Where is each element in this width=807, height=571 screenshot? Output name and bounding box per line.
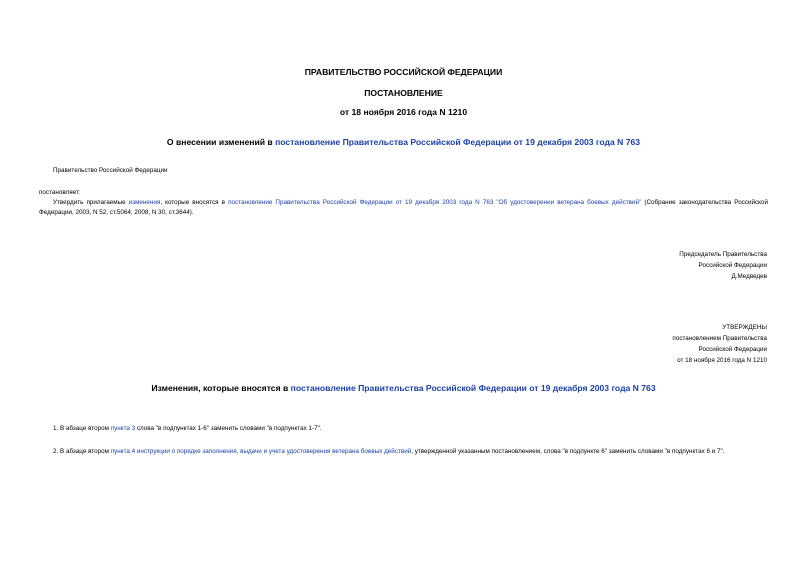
item-3-link[interactable]: пункта 3 bbox=[110, 425, 136, 432]
resolves-text: постановляет: bbox=[39, 189, 81, 196]
signature-line-3: Д.Медведев bbox=[731, 273, 767, 280]
item-1-text-a: 1. В абзаце втором bbox=[53, 425, 111, 432]
document-title-prefix: О внесении изменений в bbox=[166, 137, 276, 147]
decree-763-link[interactable]: постановление Правительства Российской Федерации от 19 декабря 2003 года N 763 "Об удостоверении ветерана боевых действий" bbox=[228, 199, 642, 206]
changes-link[interactable]: изменения bbox=[128, 199, 161, 206]
approval-line-2: постановлением Правительства bbox=[672, 335, 767, 342]
changes-title bbox=[0, 383, 807, 393]
change-item-2 bbox=[39, 447, 768, 457]
approval-line-4: от 18 ноября 2016 года N 1210 bbox=[677, 357, 767, 364]
changes-title-decree-link[interactable]: постановление Правительства Российской Федерации от 19 декабря 2003 года N 763 bbox=[290, 383, 656, 393]
paragraph-text-b: , которые вносятся в bbox=[160, 199, 229, 206]
resolution-paragraph bbox=[39, 198, 768, 218]
change-item-1 bbox=[39, 424, 768, 434]
document-title bbox=[0, 137, 807, 147]
approval-block bbox=[672, 322, 767, 366]
item-2-text-b: , утвержденной указанным постановлением, слова "в подпункте 6" заменить словами "в подпунктах 6 и 7". bbox=[411, 448, 725, 455]
signature-block bbox=[679, 249, 767, 282]
document-type-heading: ПОСТАНОВЛЕНИЕ bbox=[364, 88, 443, 98]
signature-line-2: Российской Федерации bbox=[698, 262, 767, 269]
title-decree-link[interactable]: постановление Правительства Российской Федерации от 19 декабря 2003 года N 763 bbox=[275, 137, 641, 147]
approval-line-1: УТВЕРЖДЕНЫ bbox=[722, 324, 767, 331]
signature-line-1: Председатель Правительства bbox=[679, 251, 767, 258]
changes-title-prefix: Изменения, которые вносятся в bbox=[151, 383, 291, 393]
instruction-link[interactable]: пункта 4 инструкции о порядке заполнения, выдачи и учета удостоверения ветерана боевых действий bbox=[110, 448, 412, 455]
document-date-number: от 18 ноября 2016 года N 1210 bbox=[339, 107, 468, 117]
item-1-text-b: слова "в подпунктах 1-6" заменить словами "в подпунктах 1-7". bbox=[135, 425, 322, 432]
item-2-text-a: 2. В абзаце втором bbox=[53, 448, 111, 455]
approval-line-3: Российской Федерации bbox=[698, 346, 767, 353]
government-text: Правительство Российской Федерации bbox=[53, 167, 168, 174]
paragraph-text-a: Утвердить прилагаемые bbox=[53, 199, 129, 206]
paragraph-text-c: (Собрание законодательства Российской Федерации, 2003, N 52, ст.5064; 2008, N 30, ст.3644). bbox=[39, 199, 769, 216]
government-heading: ПРАВИТЕЛЬСТВО РОССИЙСКОЙ ФЕДЕРАЦИИ bbox=[304, 67, 503, 77]
